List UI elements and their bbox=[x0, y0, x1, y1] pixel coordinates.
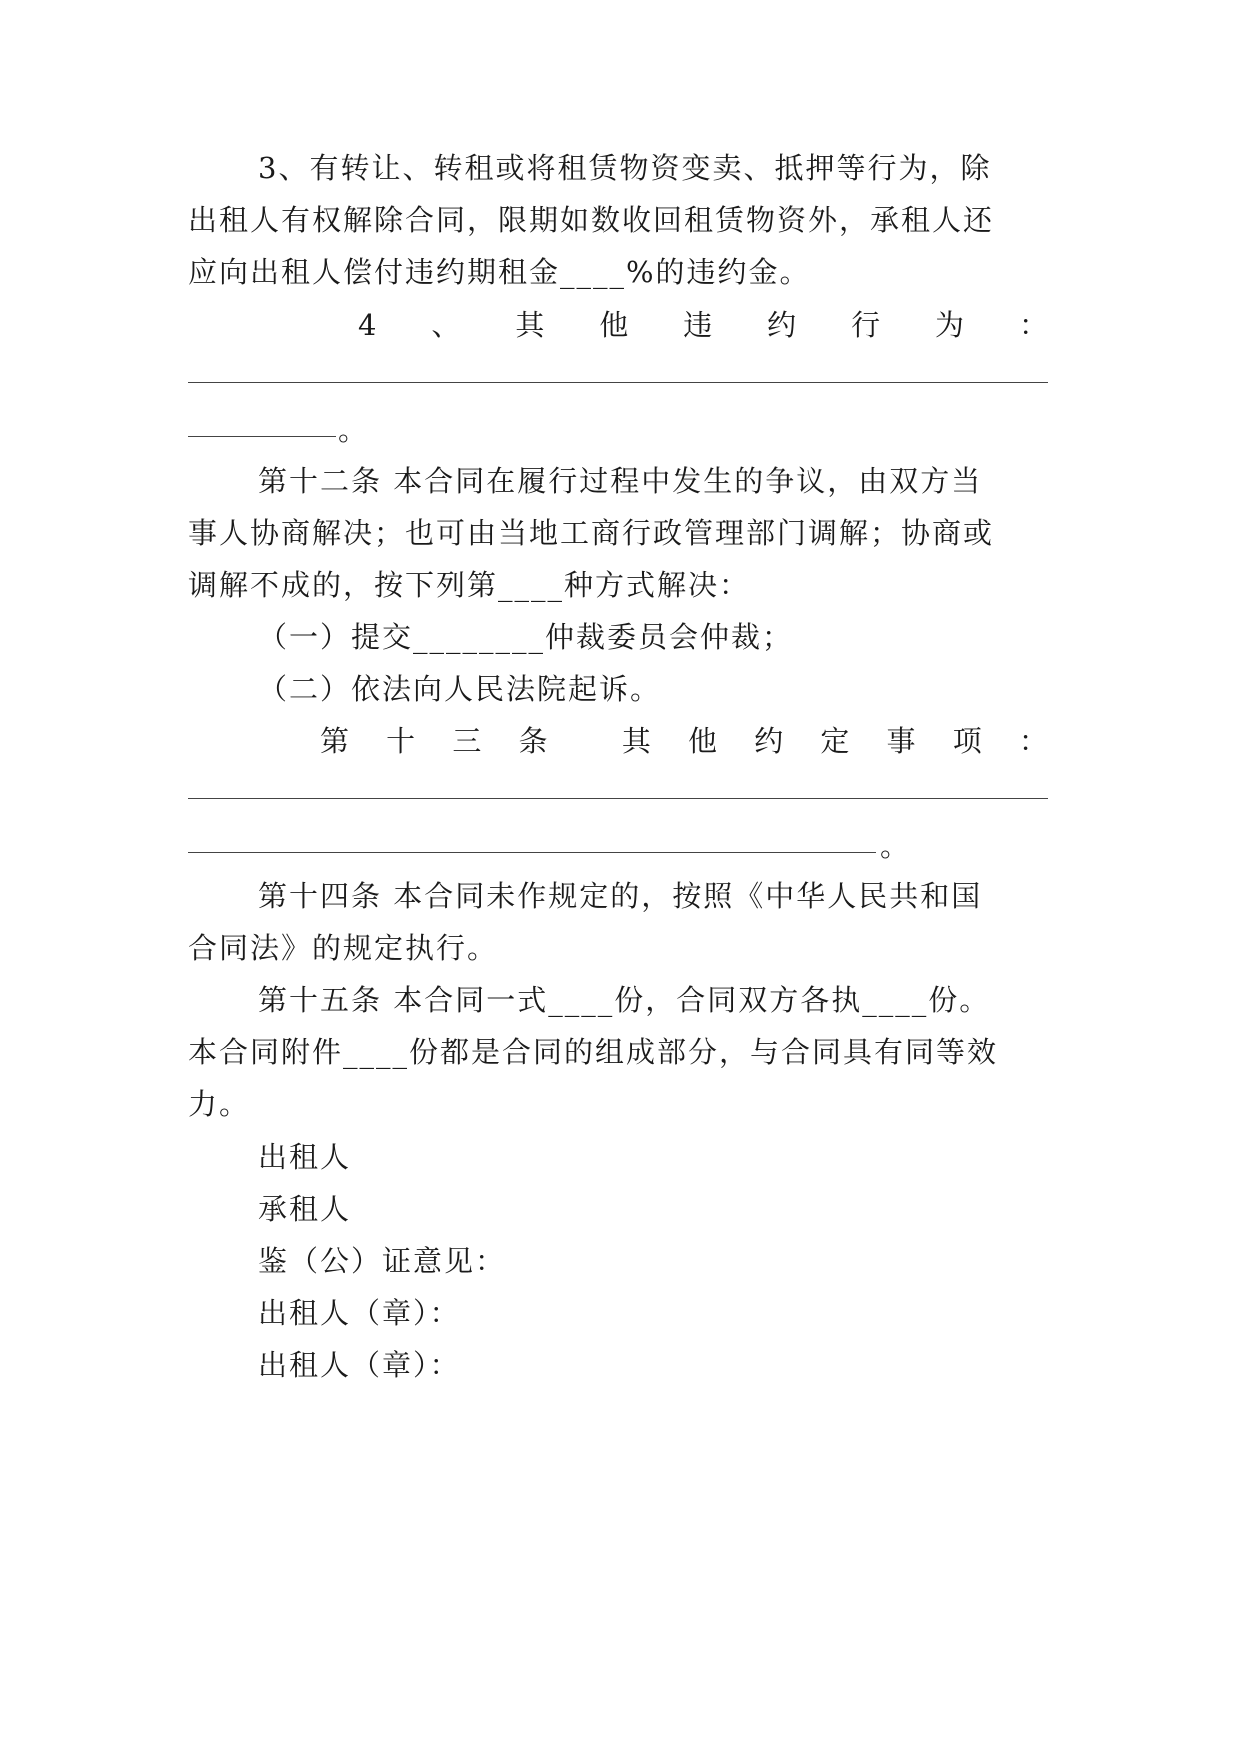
blank-fill-line bbox=[188, 436, 336, 437]
heading-char: 三 bbox=[452, 724, 482, 758]
paragraph-line: 第十四条 本合同未作规定的，按照《中华人民共和国 bbox=[258, 879, 983, 913]
heading-char: 、 bbox=[431, 308, 461, 342]
heading-char: 违 bbox=[683, 308, 713, 342]
notarization-opinion-label: 鉴（公）证意见： bbox=[258, 1244, 507, 1278]
period-mark: 。 bbox=[880, 829, 910, 863]
item-4-heading bbox=[358, 305, 1048, 345]
paragraph-line: 应向出租人偿付违约期租金____%的违约金。 bbox=[188, 255, 811, 289]
heading-char: 行 bbox=[851, 308, 881, 342]
paragraph-line: 力。 bbox=[188, 1087, 251, 1121]
heading-char: 为 bbox=[935, 308, 965, 342]
blank-fill-line bbox=[188, 798, 1048, 799]
paragraph-line: 本合同附件____份都是合同的组成部分，与合同具有同等效 bbox=[188, 1035, 999, 1069]
heading-char: 他 bbox=[599, 308, 629, 342]
heading-char: 项 bbox=[952, 724, 982, 758]
period-mark: 。 bbox=[338, 413, 368, 447]
paragraph-line: 出租人有权解除合同，限期如数收回租赁物资外，承租人还 bbox=[188, 203, 995, 237]
heading-char: 约 bbox=[754, 724, 784, 758]
paragraph-line: （一）提交________仲裁委员会仲裁； bbox=[258, 620, 794, 654]
signature-label-lessor: 出租人 bbox=[258, 1140, 352, 1174]
heading-char: 定 bbox=[820, 724, 850, 758]
blank-fill-line bbox=[188, 852, 876, 853]
heading-char: 条 bbox=[518, 724, 548, 758]
paragraph-line: 3、有转让、转租或将租赁物资变卖、抵押等行为，除 bbox=[258, 151, 992, 185]
heading-char: 其 bbox=[621, 724, 651, 758]
heading-char: 4 bbox=[358, 308, 377, 342]
heading-char: 事 bbox=[886, 724, 916, 758]
heading-char: 其 bbox=[515, 308, 545, 342]
lessor-seal-label: 出租人（章）： bbox=[258, 1296, 461, 1330]
paragraph-line: 第十二条 本合同在履行过程中发生的争议，由双方当 bbox=[258, 464, 983, 498]
signature-label-lessee: 承租人 bbox=[258, 1192, 352, 1226]
heading-char: 十 bbox=[386, 724, 416, 758]
article-13-heading bbox=[320, 721, 1048, 761]
lessor-seal-label: 出租人（章）： bbox=[258, 1348, 461, 1382]
paragraph-line: 调解不成的，按下列第____种方式解决： bbox=[188, 568, 751, 602]
paragraph-line: 事人协商解决；也可由当地工商行政管理部门调解；协商或 bbox=[188, 516, 995, 550]
paragraph-line: 第十五条 本合同一式____份，合同双方各执____份。 bbox=[258, 983, 991, 1017]
blank-fill-line bbox=[188, 382, 1048, 383]
heading-char: 第 bbox=[320, 724, 350, 758]
paragraph-line: 合同法》的规定执行。 bbox=[188, 931, 499, 965]
heading-char: ： bbox=[1018, 724, 1048, 758]
paragraph-line: （二）依法向人民法院起诉。 bbox=[258, 672, 662, 706]
heading-char: ： bbox=[1018, 308, 1048, 342]
heading-char: 他 bbox=[688, 724, 718, 758]
heading-char: 约 bbox=[767, 308, 797, 342]
